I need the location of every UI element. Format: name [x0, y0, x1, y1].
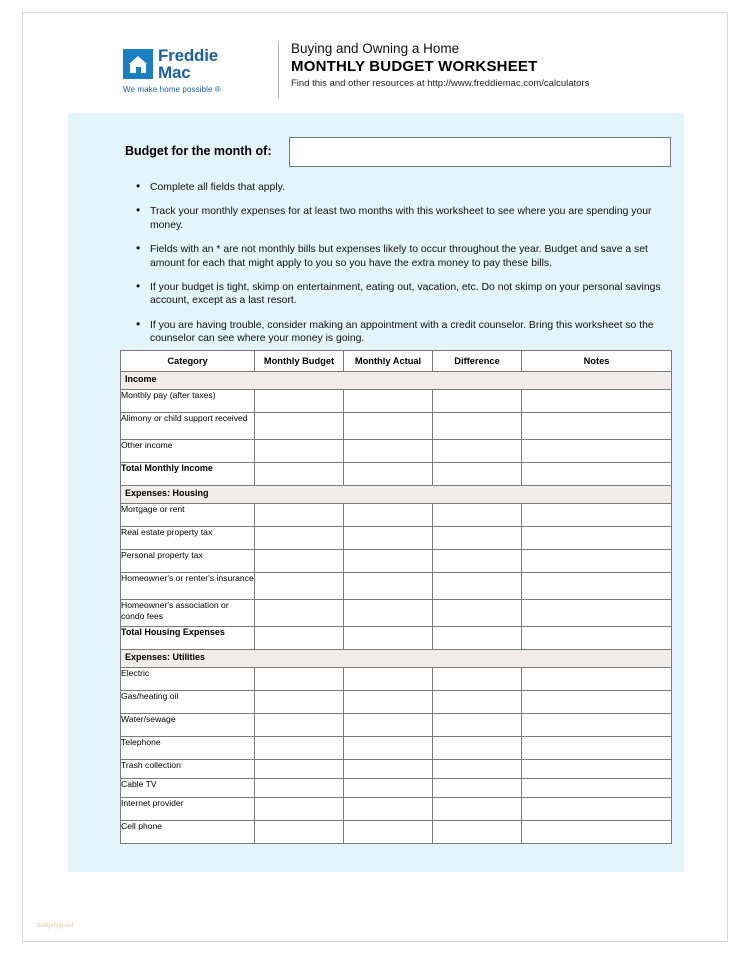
document-header — [123, 41, 703, 103]
document-subtitle: Find this and other resources at http://www.freddiemac.com/calculators — [291, 78, 590, 89]
freddie-mac-logo — [123, 47, 263, 94]
logo-tagline: We make home possible ® — [123, 85, 221, 94]
table-section-row — [121, 372, 672, 390]
row-label: Monthly pay (after taxes) — [121, 390, 255, 413]
cell-monthly-budget[interactable] — [255, 573, 344, 600]
cell-notes[interactable] — [522, 440, 672, 463]
cell-difference[interactable] — [433, 573, 522, 600]
column-header-monthly-budget: Monthly Budget — [255, 351, 344, 372]
table-total-row — [121, 627, 672, 650]
cell-notes[interactable] — [522, 714, 672, 737]
cell-difference[interactable] — [433, 413, 522, 440]
cell-monthly-actual[interactable] — [344, 779, 433, 798]
cell-notes[interactable] — [522, 760, 672, 779]
logo-line-1: Freddie — [158, 46, 219, 65]
cell-notes[interactable] — [522, 573, 672, 600]
table-row — [121, 573, 672, 600]
table-section-row — [121, 486, 672, 504]
table-row — [121, 798, 672, 821]
row-label: Homeowner's or renter's insurance — [121, 573, 255, 600]
cell-monthly-actual[interactable] — [344, 737, 433, 760]
cell-difference[interactable] — [433, 821, 522, 844]
cell-monthly-actual[interactable] — [344, 573, 433, 600]
cell-monthly-budget[interactable] — [255, 714, 344, 737]
table-row — [121, 691, 672, 714]
cell-monthly-actual[interactable] — [344, 600, 433, 627]
table-row — [121, 504, 672, 527]
cell-notes[interactable] — [522, 627, 672, 650]
row-label: Cell phone — [121, 821, 255, 844]
row-label: Alimony or child support received — [121, 413, 255, 440]
table-row — [121, 760, 672, 779]
budget-table-body — [121, 372, 672, 844]
instruction-item: • If your budget is tight, skimp on entertainment, eating out, vacation, etc. Do not skimp on your personal savings account, except as a last resort. — [134, 281, 674, 308]
cell-notes[interactable] — [522, 600, 672, 627]
cell-difference[interactable] — [433, 714, 522, 737]
budget-month-input[interactable] — [289, 137, 671, 167]
cell-notes[interactable] — [522, 691, 672, 714]
page-title: MONTHLY BUDGET WORKSHEET — [291, 58, 538, 75]
cell-monthly-actual[interactable] — [344, 504, 433, 527]
cell-monthly-actual[interactable] — [344, 463, 433, 486]
row-label: Total Monthly Income — [121, 463, 255, 486]
row-label: Water/sewage — [121, 714, 255, 737]
cell-monthly-actual[interactable] — [344, 760, 433, 779]
row-label: Total Housing Expenses — [121, 627, 255, 650]
cell-difference[interactable] — [433, 691, 522, 714]
instruction-item: • Fields with an * are not monthly bills but expenses likely to occur throughout the year. Budget and save a set amount for each that might apply to you so you have the extra money to pay these bills. — [134, 243, 674, 270]
document-eyebrow: Buying and Owning a Home — [291, 41, 460, 56]
cell-notes[interactable] — [522, 779, 672, 798]
cell-difference[interactable] — [433, 798, 522, 821]
cell-difference[interactable] — [433, 440, 522, 463]
row-label: Gas/heating oil — [121, 691, 255, 714]
cell-notes[interactable] — [522, 798, 672, 821]
cell-monthly-budget[interactable] — [255, 440, 344, 463]
cell-difference[interactable] — [433, 760, 522, 779]
cell-monthly-budget[interactable] — [255, 504, 344, 527]
cell-monthly-actual[interactable] — [344, 413, 433, 440]
cell-difference[interactable] — [433, 627, 522, 650]
cell-notes[interactable] — [522, 463, 672, 486]
cell-difference[interactable] — [433, 668, 522, 691]
column-header-notes: Notes — [522, 351, 672, 372]
cell-monthly-actual[interactable] — [344, 390, 433, 413]
table-row — [121, 737, 672, 760]
table-total-row — [121, 463, 672, 486]
budget-table-wrap — [120, 350, 632, 844]
footer-watermark: budgeting.net — [37, 923, 74, 929]
budget-month-row — [125, 137, 671, 167]
table-row — [121, 440, 672, 463]
cell-difference[interactable] — [433, 737, 522, 760]
cell-notes[interactable] — [522, 504, 672, 527]
row-label: Electric — [121, 668, 255, 691]
cell-difference[interactable] — [433, 463, 522, 486]
budget-month-label: Budget for the month of: — [125, 144, 272, 158]
table-row — [121, 413, 672, 440]
row-label: Personal property tax — [121, 550, 255, 573]
cell-notes[interactable] — [522, 550, 672, 573]
cell-monthly-budget[interactable] — [255, 390, 344, 413]
cell-difference[interactable] — [433, 504, 522, 527]
cell-monthly-actual[interactable] — [344, 550, 433, 573]
title-block — [291, 41, 711, 89]
instruction-item: • Complete all fields that apply. — [134, 181, 674, 194]
instruction-item: • Track your monthly expenses for at least two months with this worksheet to see where you are spending your money. — [134, 205, 674, 232]
section-label: Expenses: Housing — [121, 486, 672, 504]
table-row — [121, 821, 672, 844]
cell-monthly-budget[interactable] — [255, 600, 344, 627]
cell-difference[interactable] — [433, 390, 522, 413]
column-header-monthly-actual: Monthly Actual — [344, 351, 433, 372]
table-row — [121, 779, 672, 798]
cell-notes[interactable] — [522, 390, 672, 413]
cell-notes[interactable] — [522, 527, 672, 550]
worksheet-sheet — [22, 12, 728, 942]
cell-monthly-budget[interactable] — [255, 527, 344, 550]
cell-difference[interactable] — [433, 779, 522, 798]
logo-line-2: Mac — [158, 63, 191, 82]
cell-monthly-budget[interactable] — [255, 668, 344, 691]
cell-monthly-budget[interactable] — [255, 737, 344, 760]
cell-monthly-actual[interactable] — [344, 668, 433, 691]
column-header-difference: Difference — [433, 351, 522, 372]
cell-difference[interactable] — [433, 550, 522, 573]
cell-monthly-budget[interactable] — [255, 463, 344, 486]
table-row — [121, 714, 672, 737]
table-row — [121, 527, 672, 550]
row-label: Real estate property tax — [121, 527, 255, 550]
cell-notes[interactable] — [522, 737, 672, 760]
cell-monthly-actual[interactable] — [344, 821, 433, 844]
cell-monthly-budget[interactable] — [255, 798, 344, 821]
cell-difference[interactable] — [433, 527, 522, 550]
header-divider — [278, 41, 279, 99]
cell-monthly-actual[interactable] — [344, 714, 433, 737]
table-row — [121, 550, 672, 573]
cell-monthly-budget[interactable] — [255, 760, 344, 779]
cell-monthly-actual[interactable] — [344, 798, 433, 821]
row-label: Trash collection — [121, 760, 255, 779]
row-label: Mortgage or rent — [121, 504, 255, 527]
cell-difference[interactable] — [433, 600, 522, 627]
table-row — [121, 668, 672, 691]
row-label: Cable TV — [121, 779, 255, 798]
cell-monthly-actual[interactable] — [344, 627, 433, 650]
row-label: Internet provider — [121, 798, 255, 821]
section-label: Expenses: Utilities — [121, 650, 672, 668]
row-label: Telephone — [121, 737, 255, 760]
cell-monthly-budget[interactable] — [255, 627, 344, 650]
column-header-category: Category — [121, 351, 255, 372]
cell-monthly-budget[interactable] — [255, 550, 344, 573]
cell-monthly-actual[interactable] — [344, 691, 433, 714]
table-row — [121, 390, 672, 413]
cell-notes[interactable] — [522, 668, 672, 691]
cell-monthly-budget[interactable] — [255, 413, 344, 440]
row-label: Homeowner's association or condo fees — [121, 600, 255, 627]
cell-notes[interactable] — [522, 413, 672, 440]
instructions-list — [134, 181, 674, 357]
cell-monthly-budget[interactable] — [255, 779, 344, 798]
instruction-item: • If you are having trouble, consider making an appointment with a credit counselor. Bring this worksheet so the counselor can see where your money is going. — [134, 319, 674, 346]
house-icon — [123, 49, 153, 79]
row-label: Other income — [121, 440, 255, 463]
cell-monthly-actual[interactable] — [344, 440, 433, 463]
cell-monthly-budget[interactable] — [255, 821, 344, 844]
table-header-row — [121, 351, 672, 372]
budget-table — [120, 350, 672, 844]
table-row — [121, 600, 672, 627]
cell-monthly-actual[interactable] — [344, 527, 433, 550]
worksheet-body — [68, 113, 684, 872]
cell-monthly-budget[interactable] — [255, 691, 344, 714]
section-label: Income — [121, 372, 672, 390]
cell-notes[interactable] — [522, 821, 672, 844]
table-section-row — [121, 650, 672, 668]
